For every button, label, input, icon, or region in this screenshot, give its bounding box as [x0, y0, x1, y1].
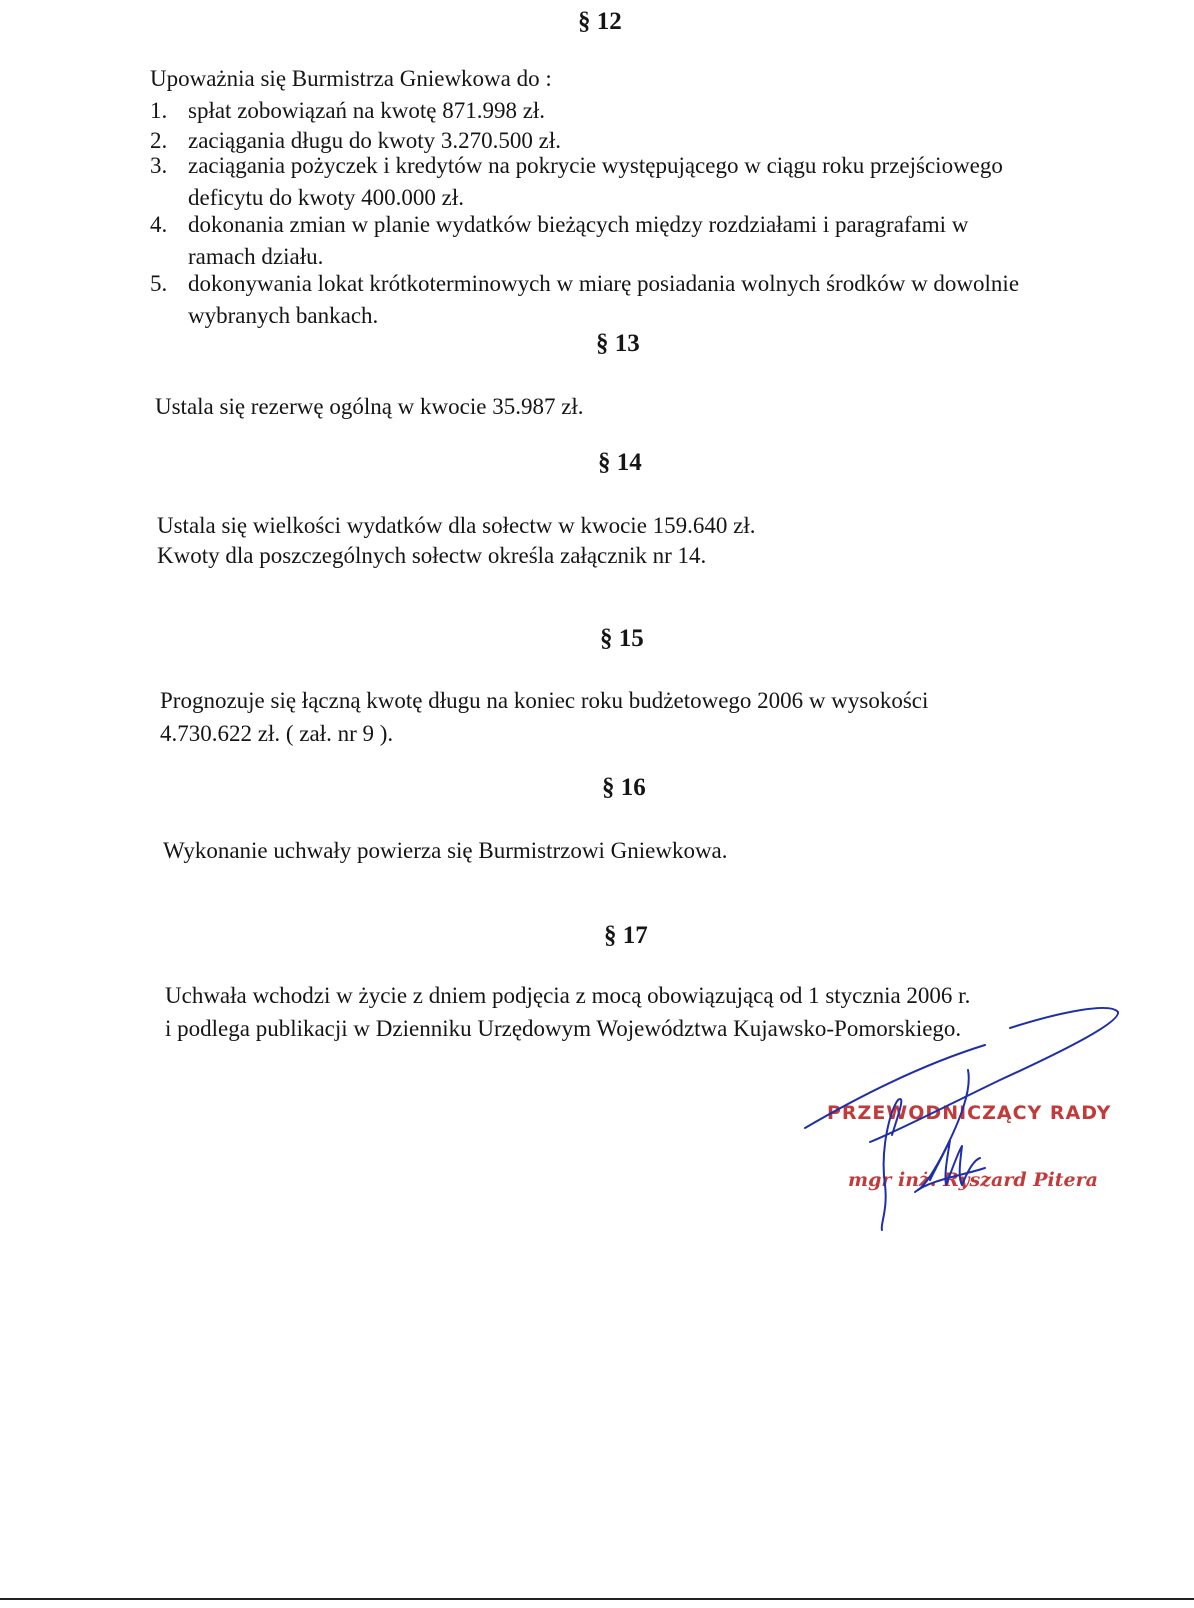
list-item-text-continued: wybranych bankach. [188, 303, 379, 328]
list-item-text-continued: deficytu do kwoty 400.000 zł. [188, 185, 464, 210]
section-13-text: Ustala się rezerwę ogólną w kwocie 35.987 zł. [155, 394, 584, 419]
section-15-text-line-2: 4.730.622 zł. ( zał. nr 9 ). [160, 721, 394, 746]
list-item-text: dokonywania lokat krótkoterminowych w miarę posiadania wolnych środków w dowolnie [188, 271, 1020, 296]
section-14-text-line-2: Kwoty dla poszczególnych sołectw określa załącznik nr 14. [157, 543, 707, 568]
section-17-text: Uchwała wchodzi w życie z dniem podjęcia z mocą obowiązującą od 1 stycznia 2006 r. [165, 983, 971, 1008]
section-14-heading: § 14 [598, 449, 642, 476]
section-12-intro: Upoważnia się Burmistrza Gniewkowa do : [150, 66, 552, 91]
section-15-heading: § 15 [600, 625, 644, 652]
section-16-text: Wykonanie uchwały powierza się Burmistrzowi Gniewkowa. [163, 838, 728, 863]
list-item-text-continued: ramach działu. [188, 244, 324, 269]
list-item-number: 4. [150, 212, 168, 237]
stamp-name: mgr inż. Ryszard Pitera [848, 1169, 1098, 1191]
list-item-number: 1. [150, 98, 168, 123]
scan-border-line [0, 1598, 1194, 1600]
list-item-text: zaciągania długu do kwoty 3.270.500 zł. [188, 128, 562, 153]
section-17-text-line-2: i podlega publikacji w Dzienniku Urzędowym Województwa Kujawsko-Pomorskiego. [165, 1016, 962, 1041]
stamp-title: PRZEWODNICZĄCY RADY [827, 1102, 1112, 1124]
list-item-number: 5. [150, 271, 168, 296]
section-14-text: Ustala się wielkości wydatków dla sołectw w kwocie 159.640 zł. [157, 513, 756, 538]
list-item-text: zaciągania pożyczek i kredytów na pokrycie występującego w ciągu roku przejściowego [188, 153, 1003, 178]
list-item-number: 2. [150, 128, 168, 153]
list-item-text: dokonania zmian w planie wydatków bieżących między rozdziałami i paragrafami w [188, 212, 969, 237]
list-item-number: 3. [150, 153, 168, 178]
section-13-heading: § 13 [596, 330, 640, 357]
list-item-text: spłat zobowiązań na kwotę 871.998 zł. [188, 98, 546, 123]
section-15-text: Prognozuje się łączną kwotę długu na koniec roku budżetowego 2006 w wysokości [160, 688, 929, 713]
section-16-heading: § 16 [602, 774, 646, 801]
section-17-heading: § 17 [604, 922, 648, 949]
section-12-heading: § 12 [578, 8, 622, 35]
